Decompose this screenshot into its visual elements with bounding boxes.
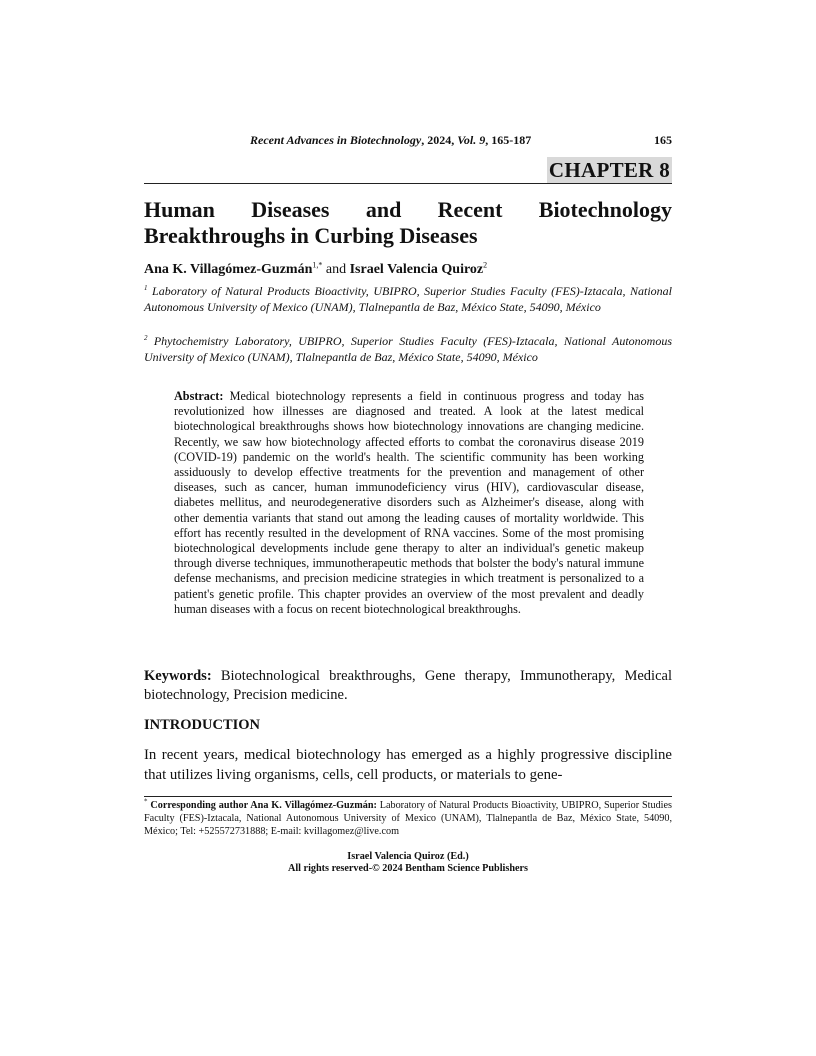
journal-pages: , 165-187: [485, 133, 532, 147]
footnote-divider: [144, 796, 672, 797]
author-2-marker: 2: [483, 260, 488, 270]
author-1-name: Ana K. Villagómez-Guzmán: [144, 262, 313, 277]
introduction-heading: INTRODUCTION: [144, 717, 261, 733]
corresponding-author-footnote: [144, 799, 672, 838]
chapter-title: Human Diseases and Recent Biotechnology Breakthroughs in Curbing Diseases: [144, 197, 672, 248]
author-1-marker: 1,*: [312, 260, 323, 270]
chapter-label: CHAPTER 8: [548, 158, 670, 182]
introduction-paragraph: In recent years, medical biotechnology has emerged as a highly progressive discipline that utilizes living organisms, cells, cell products, or materials to gene-: [144, 747, 672, 783]
journal-year: , 2024,: [421, 133, 458, 147]
publisher-block: [144, 851, 672, 875]
author-connector: and: [322, 262, 350, 277]
keywords-block: [144, 667, 672, 705]
affiliation-1: [144, 283, 672, 315]
chapter-divider: [144, 183, 672, 184]
affiliation-2-text: Phytochemistry Laboratory, UBIPRO, Superior Studies Faculty (FES)-Iztacala, National Autonomous University of Mexico (UNAM), Tlalnepantla de Baz, México State, 54090, México: [144, 334, 672, 364]
affiliation-2-marker: 2: [144, 334, 148, 342]
journal-citation: [250, 133, 531, 147]
footnote-text: Laboratory of Natural Products Bioactivity, UBIPRO, Superior Studies Faculty (FES)-Iztacala, National Autonomous University of Mexico (UNAM), Tlalnepantla de Baz, México State, 54090, México; Tel: +525572731888; E-mail: kvillagomez@live.com: [144, 800, 672, 837]
journal-title: Recent Advances in Biotechnology: [250, 133, 422, 147]
author-2-name: Israel Valencia Quiroz: [349, 262, 484, 277]
footnote-marker: *: [144, 797, 148, 806]
affiliation-1-text: Laboratory of Natural Products Bioactivity, UBIPRO, Superior Studies Faculty (FES)-Iztacala, National Autonomous University of Mexico (UNAM), Tlalnepantla de Baz, México State, 54090, México: [144, 284, 672, 314]
author-line: [144, 261, 672, 279]
affiliation-2: [144, 333, 672, 365]
footnote-label: Corresponding author Ana K. Villagómez-Guzmán:: [147, 800, 377, 811]
abstract-text: Medical biotechnology represents a field in continuous progress and today has revolutionized how illnesses are diagnosed and treated. A look at the latest medical biotechnological breakthroughs shows how biotechnology innovations are changing medicine. Recently, we saw how biotechnology affected efforts to combat the coronavirus disease 2019 (COVID-19) pandemic on the world's health. The scientific community has been working assiduously to develop effective treatments for the prevention and management of other diseases, such as cancer, human immunodeficiency virus (HIV), cardiovascular disease, diabetes mellitus, and neurodegenerative disorders such as Alzheimer's disease, along with other dementia variants that stand out among the leading causes of mortality worldwide. This effort has recently resulted in the development of RNA vaccines. Some of the most promising biotechnological developments include gene therapy to alter an individual's genetic makeup through diverse techniques, immunotherapeutic methods that bolster the body's natural immune defense mechanisms, and precision medicine strategies in which treatment is personalized to a patient's genetic profile. This chapter provides an overview of the most prevalent and deadly human diseases with a focus on recent biotechnological breakthroughs.: [174, 389, 644, 616]
page-number: 165: [654, 133, 672, 147]
keywords-label: Keywords:: [144, 668, 212, 684]
document-page: [144, 0, 672, 1056]
abstract-label: Abstract:: [174, 389, 224, 403]
affiliation-1-marker: 1: [144, 284, 148, 292]
journal-volume: Vol. 9: [457, 133, 486, 147]
rights-line: All rights reserved-© 2024 Bentham Science Publishers: [287, 863, 529, 874]
editor-line: Israel Valencia Quiroz (Ed.): [347, 851, 469, 862]
keywords-text: Biotechnological breakthroughs, Gene therapy, Immunotherapy, Medical biotechnology, Precision medicine.: [144, 668, 672, 703]
abstract-block: [174, 389, 644, 617]
